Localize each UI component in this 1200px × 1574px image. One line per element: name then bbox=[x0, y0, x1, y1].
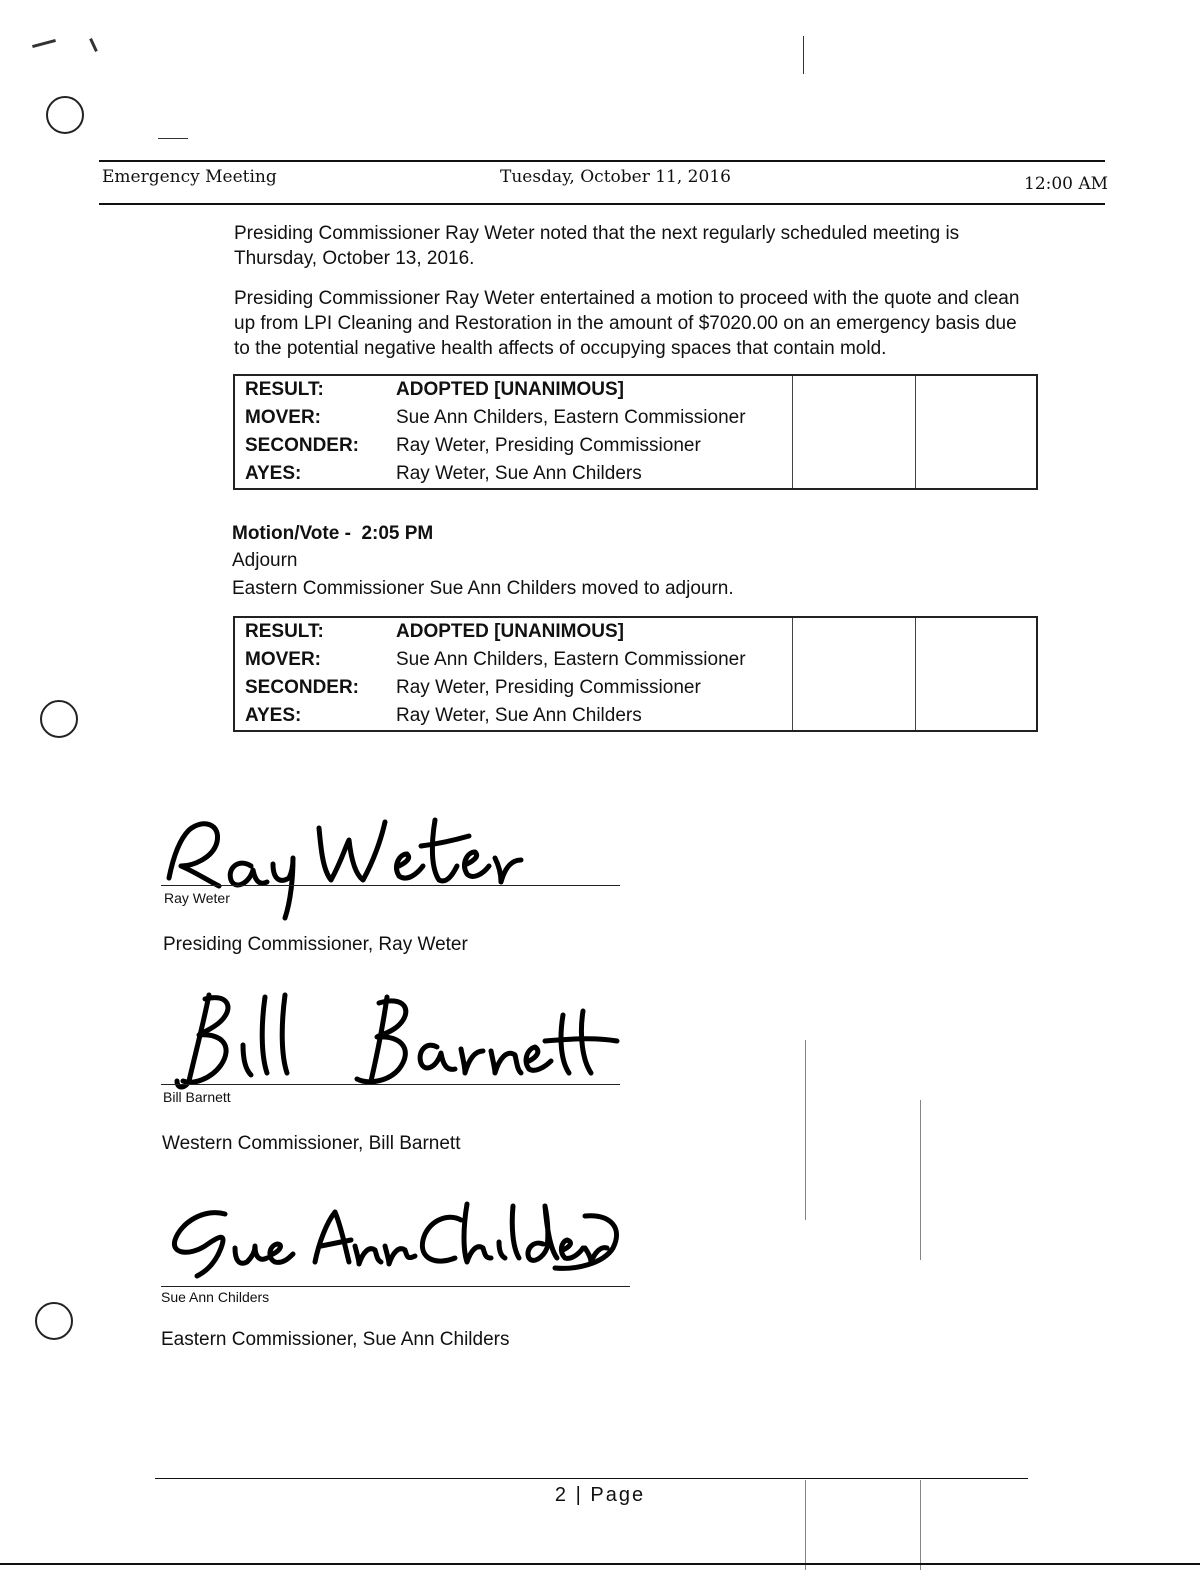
signature-line-bill-barnett bbox=[161, 1084, 620, 1085]
signature-line-sue-ann-childers bbox=[161, 1286, 630, 1287]
binder-hole-middle bbox=[40, 700, 78, 738]
vote-value: Sue Ann Childers, Eastern Commissioner bbox=[396, 649, 746, 670]
signature-ray-weter bbox=[155, 800, 535, 925]
vote-table-2 bbox=[233, 616, 1038, 732]
header-meeting-type: Emergency Meeting bbox=[102, 167, 277, 187]
header-bottom-rule bbox=[99, 203, 1105, 205]
signature-sue-ann-childers bbox=[165, 1192, 625, 1287]
motion-heading: Motion/Vote - 2:05 PM bbox=[232, 523, 434, 544]
header-time: 12:00 AM bbox=[1024, 174, 1109, 194]
vote-blank-cell bbox=[793, 617, 916, 731]
signature-bill-barnett bbox=[165, 985, 625, 1100]
vote-label: SECONDER: bbox=[245, 435, 360, 456]
vote-value: Ray Weter, Sue Ann Childers bbox=[396, 463, 642, 484]
vote-label: SECONDER: bbox=[245, 677, 360, 698]
vote-label: RESULT: bbox=[245, 379, 324, 400]
vote-value: Ray Weter, Presiding Commissioner bbox=[396, 435, 701, 456]
scan-mark bbox=[89, 38, 98, 52]
signature-name-bill-barnett: Bill Barnett bbox=[163, 1089, 231, 1105]
signature-title-sue-ann-childers: Eastern Commissioner, Sue Ann Childers bbox=[161, 1329, 510, 1350]
binder-hole-bottom bbox=[35, 1302, 73, 1340]
motion-text: Eastern Commissioner Sue Ann Childers moved to adjourn. bbox=[232, 578, 734, 599]
vote-label: MOVER: bbox=[245, 649, 321, 670]
vote-row-result bbox=[234, 617, 1037, 646]
page-number: 2 | Page bbox=[554, 1484, 646, 1506]
signature-title-bill-barnett: Western Commissioner, Bill Barnett bbox=[162, 1133, 461, 1154]
header-top-rule bbox=[99, 160, 1105, 162]
scan-mark bbox=[158, 138, 188, 139]
signature-name-ray-weter: Ray Weter bbox=[164, 890, 230, 906]
vote-value: ADOPTED [UNANIMOUS] bbox=[396, 621, 624, 642]
scan-mark bbox=[920, 1100, 921, 1260]
vote-label: AYES: bbox=[245, 463, 302, 484]
signature-name-sue-ann-childers: Sue Ann Childers bbox=[161, 1289, 270, 1305]
vote-label: MOVER: bbox=[245, 407, 321, 428]
scan-mark bbox=[803, 36, 804, 74]
vote-value: ADOPTED [UNANIMOUS] bbox=[396, 379, 624, 400]
scan-mark bbox=[805, 1040, 806, 1220]
binder-hole-top bbox=[46, 96, 84, 134]
header-date: Tuesday, October 11, 2016 bbox=[500, 167, 731, 187]
vote-label: AYES: bbox=[245, 705, 302, 726]
footer-rule bbox=[155, 1478, 1028, 1479]
bottom-edge-rule bbox=[0, 1563, 1200, 1565]
signature-title-ray-weter: Presiding Commissioner, Ray Weter bbox=[163, 934, 468, 955]
vote-value: Ray Weter, Presiding Commissioner bbox=[396, 677, 701, 698]
vote-value: Ray Weter, Sue Ann Childers bbox=[396, 705, 642, 726]
vote-blank-cell bbox=[793, 375, 916, 489]
scan-mark bbox=[32, 39, 56, 48]
next-meeting-paragraph: Presiding Commissioner Ray Weter noted that the next regularly scheduled meeting is Thursday, October 13, 2016. bbox=[234, 223, 960, 269]
vote-row-result bbox=[234, 375, 1037, 404]
signature-line-ray-weter bbox=[161, 885, 620, 886]
vote-blank-cell bbox=[916, 375, 1038, 489]
vote-table-1 bbox=[233, 374, 1038, 490]
vote-label: RESULT: bbox=[245, 621, 324, 642]
motion-title: Adjourn bbox=[232, 550, 298, 571]
vote-value: Sue Ann Childers, Eastern Commissioner bbox=[396, 407, 746, 428]
motion-paragraph: Presiding Commissioner Ray Weter entertained a motion to proceed with the quote and clean up from LPI Cleaning and Restoration in the amount of $7020.00 on an emergency basis due to the potential negative health affects of occupying spaces that contain mold. bbox=[234, 288, 1020, 359]
vote-blank-cell bbox=[916, 617, 1038, 731]
